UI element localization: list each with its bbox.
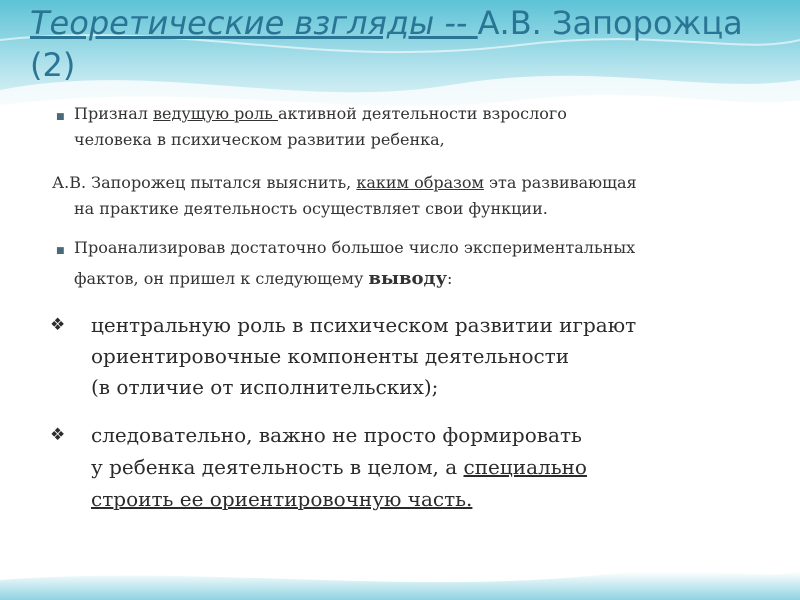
bold-word: выводу xyxy=(368,268,448,289)
diamond-bullet-icon: ❖ xyxy=(50,425,66,445)
underlined-phrase: специально xyxy=(463,455,587,479)
conclusion-1-line-3: (в отличие от исполнительских); xyxy=(91,375,439,399)
title-part1: Теоретические взгляды -- xyxy=(30,4,478,42)
bullet-square-icon: ■ xyxy=(56,112,65,122)
bullet-3-line-2: фактов, он пришел к следующему выводу: xyxy=(74,268,453,289)
bullet-square-icon: ■ xyxy=(56,246,65,256)
underlined-phrase: ведущую роль xyxy=(153,104,278,123)
conclusion-1-line-1: центральную роль в психическом развитии играют xyxy=(91,313,637,337)
paragraph-2-line-2: на практике деятельность осуществляет свои функции. xyxy=(74,199,548,218)
paragraph-2-line-1: А.В. Запорожец пытался выяснить, каким образом эта развивающая xyxy=(52,173,637,192)
title-line2: (2) xyxy=(30,46,76,84)
conclusion-2-line-3: строить ее ориентировочную часть. xyxy=(91,487,473,511)
bullet-1-line-1: Признал ведущую роль активной деятельности взрослого xyxy=(74,104,567,123)
bullet-3-line-1: Проанализировав достаточно большое число экспериментальных xyxy=(74,238,636,257)
bullet-1-line-2: человека в психическом развитии ребенка, xyxy=(74,130,445,149)
conclusion-2-line-1: следовательно, важно не просто формировать xyxy=(91,423,582,447)
title-part2: А.В. Запорожца xyxy=(477,4,743,42)
conclusion-2-line-2: у ребенка деятельность в целом, а специально xyxy=(91,455,587,479)
diamond-bullet-icon: ❖ xyxy=(50,315,66,335)
underlined-phrase: каким образом xyxy=(356,173,484,192)
conclusion-1-line-2: ориентировочные компоненты деятельности xyxy=(91,344,570,368)
